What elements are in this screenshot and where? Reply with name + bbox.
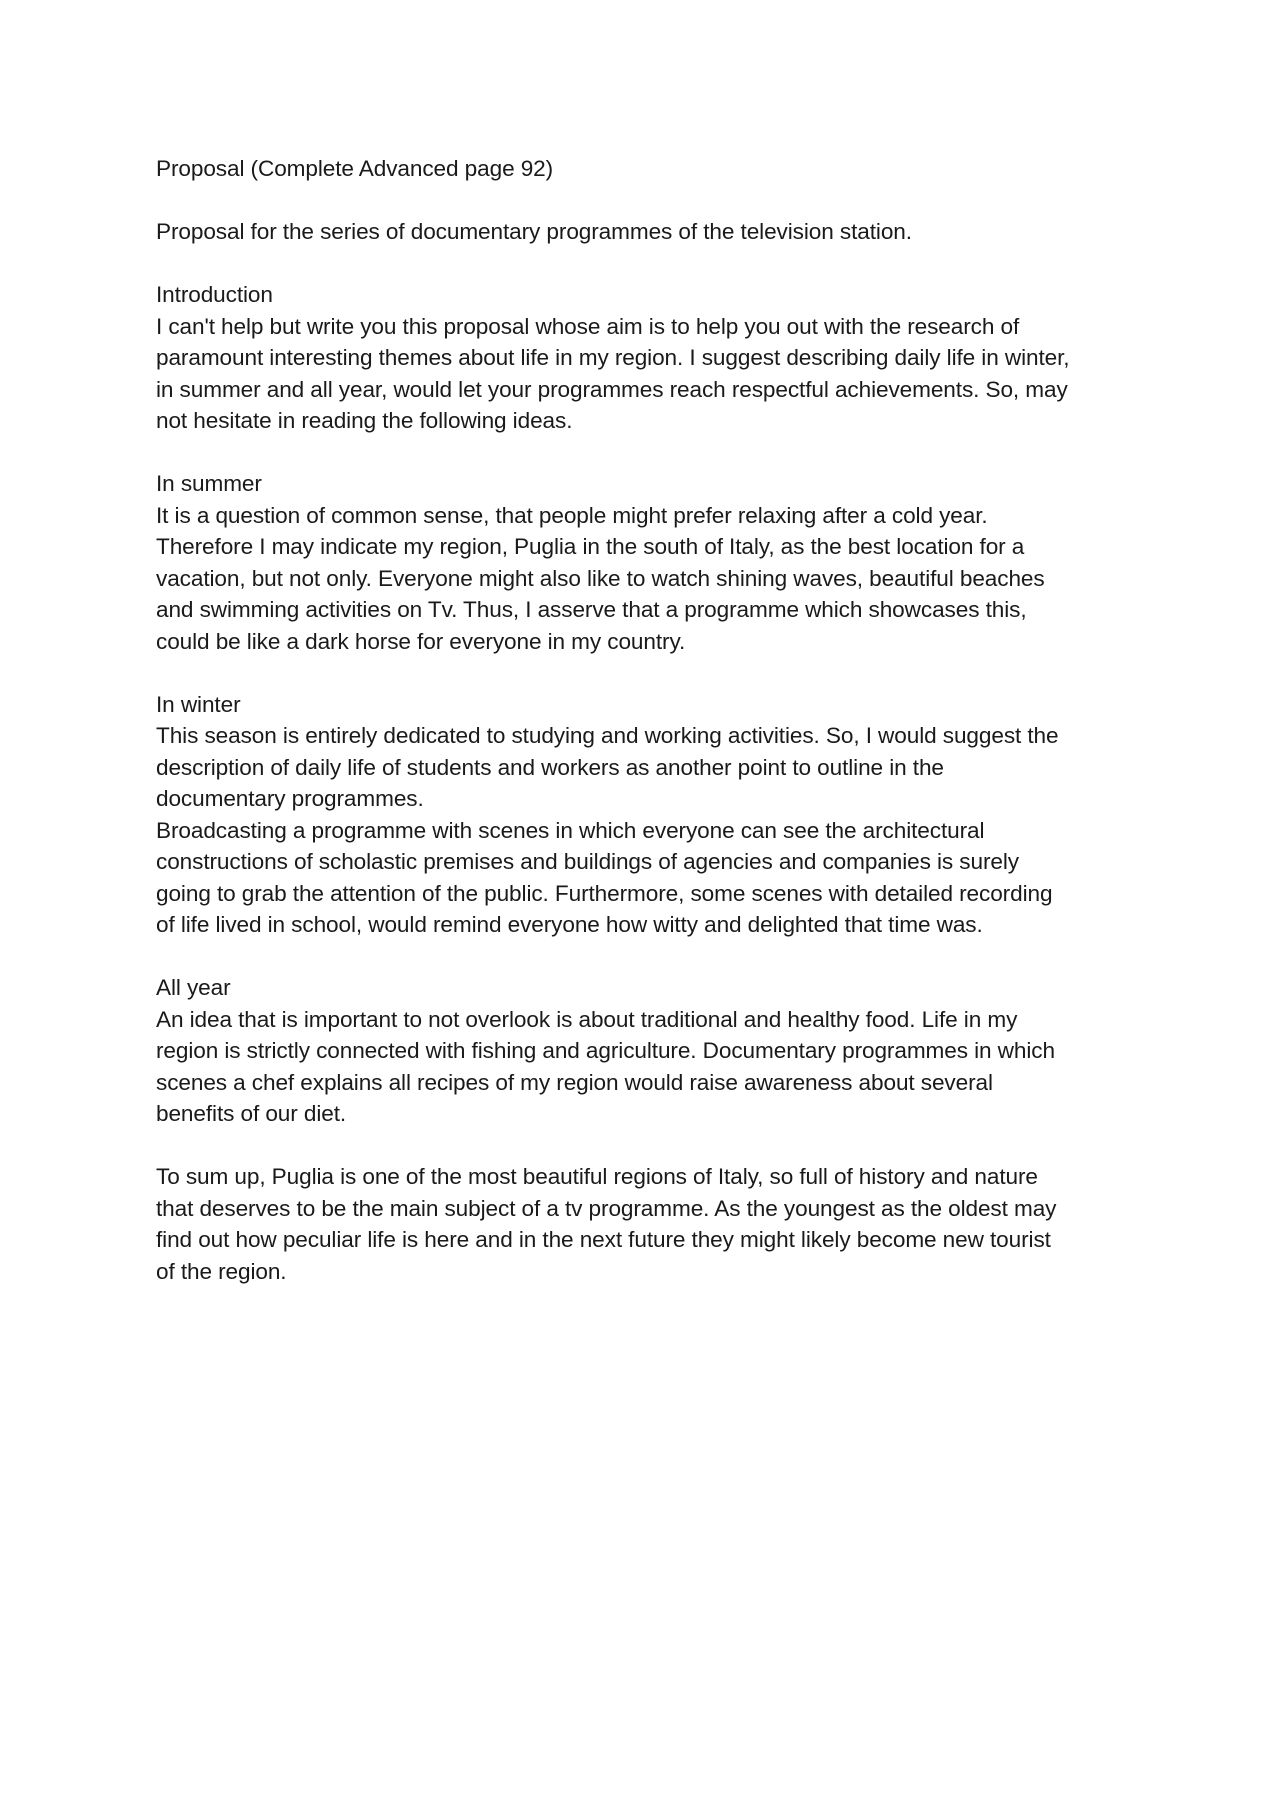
paragraph-line: region is strictly connected with fishing and agriculture. Documentary programmes in which xyxy=(156,1038,1055,1063)
section-all-year xyxy=(156,972,1136,1130)
paragraph-line: An idea that is important to not overlook is about traditional and healthy food. Life in my xyxy=(156,1006,1018,1032)
paragraph-line: in summer and all year, would let your programmes reach respectful achievements. So, may xyxy=(156,376,1068,402)
paragraph-line: not hesitate in reading the following ideas. xyxy=(156,408,573,433)
spacer xyxy=(156,941,1136,973)
document-body xyxy=(156,153,1136,1287)
section-heading: All year xyxy=(156,975,231,1000)
paragraph-line: that deserves to be the main subject of a tv programme. As the youngest as the oldest may xyxy=(156,1195,1057,1221)
paragraph-line: It is a question of common sense, that people might prefer relaxing after a cold year. xyxy=(156,502,988,528)
paragraph-line: To sum up, Puglia is one of the most beautiful regions of Italy, so full of history and nature xyxy=(156,1164,1038,1189)
section-conclusion xyxy=(156,1161,1136,1287)
paragraph-line: Therefore I may indicate my region, Puglia in the south of Italy, as the best location for a xyxy=(156,534,1025,559)
spacer xyxy=(156,185,1136,217)
section-heading: In winter xyxy=(156,691,241,717)
paragraph-line: paramount interesting themes about life in my region. I suggest describing daily life in winter, xyxy=(156,345,1070,370)
spacer xyxy=(156,657,1136,689)
paragraph-line: could be like a dark horse for everyone in my country. xyxy=(156,628,686,654)
paragraph-line: constructions of scholastic premises and buildings of agencies and companies is surely xyxy=(156,849,1019,874)
paragraph-line: benefits of our diet. xyxy=(156,1101,347,1126)
paragraph-line: of life lived in school, would remind everyone how witty and delighted that time was. xyxy=(156,912,983,937)
paragraph-line: documentary programmes. xyxy=(156,786,424,811)
spacer xyxy=(156,1130,1136,1162)
section-heading: In summer xyxy=(156,471,262,496)
section-summer xyxy=(156,468,1136,657)
document-title: Proposal (Complete Advanced page 92) xyxy=(156,156,554,181)
spacer xyxy=(156,437,1136,469)
paragraph-line: description of daily life of students and workers as another point to outline in the xyxy=(156,754,944,780)
paragraph-line: of the region. xyxy=(156,1258,287,1284)
document-subtitle: Proposal for the series of documentary programmes of the television station. xyxy=(156,219,912,244)
paragraph-line: I can't help but write you this proposal whose aim is to help you out with the research of xyxy=(156,313,1020,339)
spacer xyxy=(156,248,1136,280)
section-introduction xyxy=(156,279,1136,437)
paragraph-line: going to grab the attention of the public. Furthermore, some scenes with detailed recording xyxy=(156,880,1053,906)
section-winter xyxy=(156,689,1136,941)
paragraph-line: vacation, but not only. Everyone might also like to watch shining waves, beautiful beaches xyxy=(156,565,1045,591)
paragraph-line: Broadcasting a programme with scenes in which everyone can see the architectural xyxy=(156,817,985,843)
paragraph-line: scenes a chef explains all recipes of my region would raise awareness about several xyxy=(156,1069,993,1095)
section-heading: Introduction xyxy=(156,282,273,307)
paragraph-line: find out how peculiar life is here and in the next future they might likely become new tourist xyxy=(156,1227,1051,1252)
paragraph-line: This season is entirely dedicated to studying and working activities. So, I would suggest the xyxy=(156,723,1059,748)
paragraph-line: and swimming activities on Tv. Thus, I asserve that a programme which showcases this, xyxy=(156,597,1027,622)
